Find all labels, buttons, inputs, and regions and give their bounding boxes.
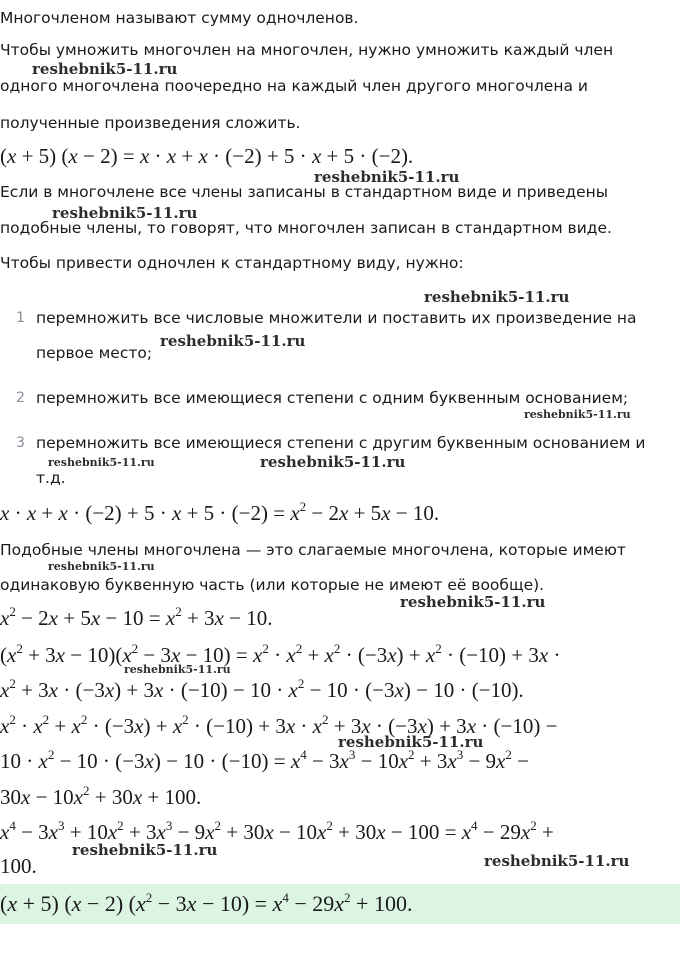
formula-simplify-step: $x \cdot x + x \cdot (-2) + 5 \cdot x + 5 \cdot (-2) = x^2 - 2x + 5x - 10$. — [0, 499, 440, 525]
formula-product-terms-line1: $x^2 \cdot x^2 + x^2 \cdot (-3x) + x^2 \cdot (-10) + 3x \cdot x^2 + 3x \cdot (-3x) + 3x \cdot (-10)$ − — [0, 712, 558, 738]
paragraph-multiply-rule-line2: одного многочлена поочередно на каждый член другого многочлена и — [0, 77, 588, 95]
list-item-3-line2: т.д. — [36, 469, 66, 487]
paragraph-standard-form-line2: подобные члены, то говорят, что многочлен записан в стандартном виде. — [0, 219, 612, 237]
formula-square-expansion-line1: $(x^2 + 3x - 10)(x^2 - 3x - 10) = x^2 \cdot x^2 + x^2 \cdot (-3x) + x^2 \cdot (-10) + 3x$ · — [0, 641, 561, 667]
paragraph-monomial-sum: Многочленом называют сумму одночленов. — [0, 9, 359, 27]
watermark: reshebnik5-11.ru — [338, 733, 484, 751]
watermark: reshebnik5-11.ru — [72, 841, 218, 859]
formula-product-terms-line2: $10 \cdot x^2 - 10 \cdot (-3x) - 10 \cdot (-10) = x^4 - 3x^3 - 10x^2 + 3x^3 - 9x^2$ − — [0, 747, 529, 773]
watermark: reshebnik5-11.ru — [48, 560, 155, 573]
formula-collect-terms-line2: 100. — [0, 854, 37, 878]
watermark: reshebnik5-11.ru — [424, 288, 570, 306]
list-number: 2 — [16, 390, 25, 406]
paragraph-multiply-rule-line1: Чтобы умножить многочлен на многочлен, нужно умножить каждый член — [0, 41, 614, 59]
watermark: reshebnik5-11.ru — [32, 60, 178, 78]
watermark: reshebnik5-11.ru — [48, 456, 155, 469]
formula-expand-product: (x + 5) (x − 2) = x · x + x · (−2) + 5 · x + 5 · (−2). — [0, 144, 414, 168]
formula-combine-like-terms: $x^2 - 2x + 5x - 10 = x^2 + 3x - 10$. — [0, 604, 273, 630]
formula-final-answer: (x + 5) (x − 2) $(x^2 - 3x - 10) = x^4 - 29x^2 + 100$. — [0, 890, 413, 916]
paragraph-like-terms-line2: одинаковую буквенную часть (или которые не имеют её вообще). — [0, 576, 545, 594]
paragraph-multiply-rule-line3: полученные произведения сложить. — [0, 114, 301, 132]
watermark: reshebnik5-11.ru — [400, 593, 546, 611]
watermark: reshebnik5-11.ru — [484, 852, 630, 870]
list-item-1-line2: первое место; — [36, 344, 153, 362]
formula-product-terms-line3: $30x - 10x^2 + 30x + 100$. — [0, 783, 202, 809]
watermark: reshebnik5-11.ru — [160, 332, 306, 350]
paragraph-standard-form-line1: Если в многочлене все члены записаны в стандартном виде и приведены — [0, 183, 609, 201]
formula-square-expansion-line2: $x^2 + 3x \cdot (-3x) + 3x \cdot (-10) - 10 \cdot x^2 - 10 \cdot (-3x) - 10 \cdot (-10)$. — [0, 676, 524, 702]
paragraph-like-terms-line1: Подобные члены многочлена — это слагаемые многочлена, которые имеют — [0, 541, 626, 559]
list-number: 3 — [16, 435, 25, 451]
formula-collect-terms-line1: $x^4 - 3x^3 + 10x^2 + 3x^3 - 9x^2 + 30x - 10x^2 + 30x - 100 = x^4 - 29x^2$ + — [0, 818, 554, 844]
list-number: 1 — [16, 310, 25, 326]
paragraph-monomial-standard: Чтобы привести одночлен к стандартному виду, нужно: — [0, 254, 464, 272]
watermark: reshebnik5-11.ru — [524, 408, 631, 421]
list-item-3-line1: перемножить все имеющиеся степени с другим буквенным основанием и — [36, 434, 646, 452]
watermark: reshebnik5-11.ru — [52, 204, 198, 222]
watermark: reshebnik5-11.ru — [314, 168, 460, 186]
list-item-1-line1: перемножить все числовые множители и поставить их произведение на — [36, 309, 637, 327]
list-item-2-line1: перемножить все имеющиеся степени с одним буквенным основанием; — [36, 389, 629, 407]
watermark: reshebnik5-11.ru — [124, 663, 231, 676]
watermark: reshebnik5-11.ru — [260, 453, 406, 471]
